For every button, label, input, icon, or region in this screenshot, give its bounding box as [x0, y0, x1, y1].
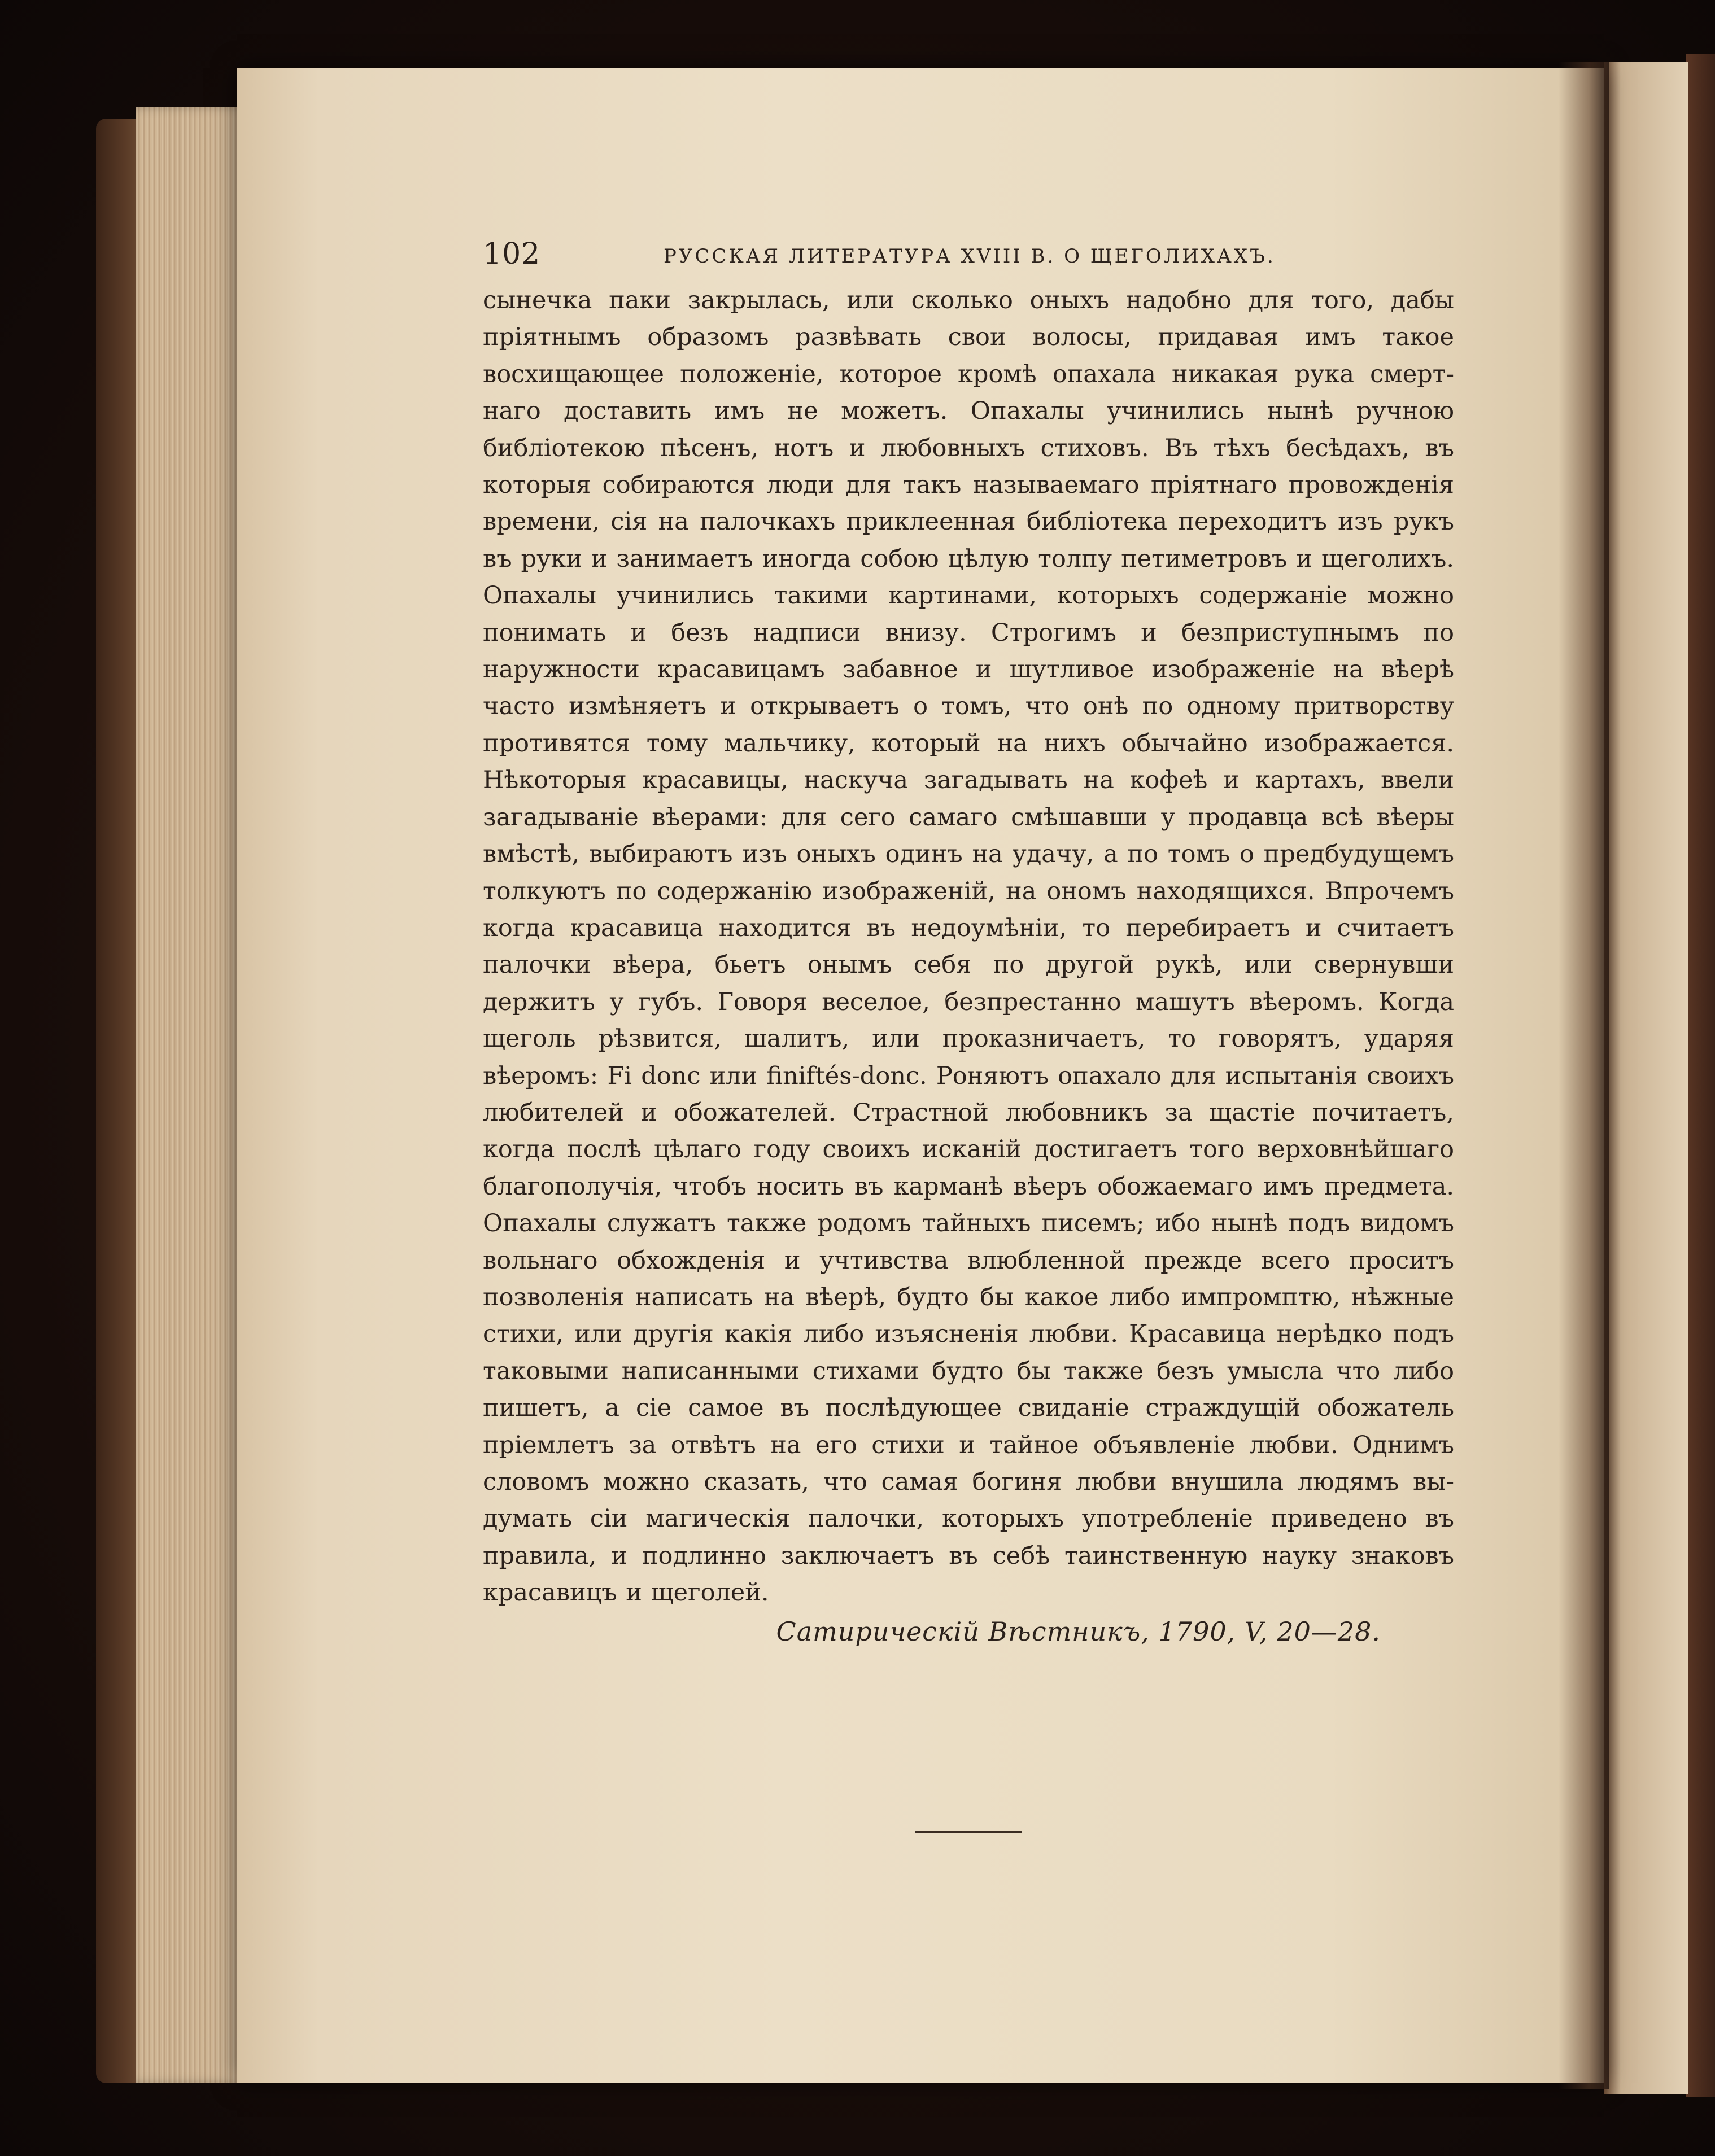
running-title: РУССКАЯ ЛИТЕРАТУРА XVIII В. О ЩЕГОЛИХАХЪ. [664, 245, 1276, 268]
running-head [483, 237, 1454, 282]
gutter-shadow [1559, 62, 1609, 2089]
page-number: 102 [483, 237, 541, 271]
body-paragraph: сынечка паки закрылась, или сколько оныхъ надобно для того, дабы пріятнымъ образомъ развѣвать свои волосы, придавая имъ такое восхищающее положеніе, которое кромѣ опахала никакая рука смертнаго доставить имъ не можетъ. Опахалы учинились нынѣ ручною библіотекою пѣсенъ, нотъ и любовныхъ стиховъ. Въ тѣхъ бесѣдахъ, въ которыя собираются люди для такъ называемаго пріятнаго провожденія времени, сія на палочкахъ приклеенная библіотека переходитъ изъ рукъ въ руки и занимаетъ иногда собою цѣлую толпу петиметровъ и щеголихъ. Опахалы учинились такими картинами, которыхъ содержаніе можно понимать и безъ надписи внизу. Строгимъ и безприступнымъ по наружности красавицамъ забавное и шутливое изображеніе на вѣерѣ часто измѣняетъ и открываетъ о томъ, что онѣ по одному притворству противятся тому мальчику, который на нихъ обычайно изображается. Нѣкоторыя красавицы, наскуча загадывать на кофеѣ и картахъ, ввели загадываніе вѣерами: для сего самаго смѣшавши у продавца всѣ вѣеры вмѣстѣ, выбираютъ изъ оныхъ одинъ на удачу, а по томъ о предбудущемъ толкуютъ по содержанію изображеній, на ономъ находящихся. Впрочемъ когда красавица находится въ недоумѣніи, то перебираетъ и считаетъ палочки вѣера, бьетъ онымъ себя по другой рукѣ, или свернувши держитъ у губъ. Говоря веселое, безпрестанно машутъ вѣеромъ. Когда щеголь рѣзвится, шалитъ, или проказничаетъ, то говорятъ, ударяя вѣеромъ: Fi donc или finiftés-donc. Роняютъ опахало для испытанія своихъ любителей и обожателей. Страстной любовникъ за щастіе почитаетъ, когда послѣ цѣлаго году своихъ исканій достигаетъ того верховнѣйшаго благополучія, чтобъ носить въ карманѣ вѣеръ обожаемаго имъ предмета. Опахалы служатъ также родомъ тайныхъ писемъ; ибо нынѣ подъ видомъ вольнаго обхожденія и учтивства влюбленной прежде всего проситъ позволенія написать на вѣерѣ, будто бы какое либо импромптю, нѣжные стихи, или другія какія либо изъясненія любви. Красавица нерѣдко подъ таковыми написанными стихами будто бы также безъ умысла что либо пишетъ, а сіе самое въ послѣдующее свиданіе страждущій обожатель пріемлетъ за отвѣтъ на его стихи и тайное объявленіе любви. Однимъ словомъ можно сказать, что самая богиня любви внушила людямъ выдумать сіи магическія палочки, которыхъ употребленіе приведено въ правила, и подлинно заключаетъ въ себѣ таинственную науку знаковъ красавицъ и щеголей. [483, 286, 1454, 1607]
end-rule [915, 1831, 1022, 1833]
text-block [483, 237, 1454, 1647]
facing-page-edge [1686, 54, 1715, 2097]
facing-page [1604, 62, 1688, 2094]
citation: Сатирическій Вѣстникъ, 1790, V, 20—28. [776, 1616, 1381, 1647]
page-edges [136, 107, 254, 2083]
